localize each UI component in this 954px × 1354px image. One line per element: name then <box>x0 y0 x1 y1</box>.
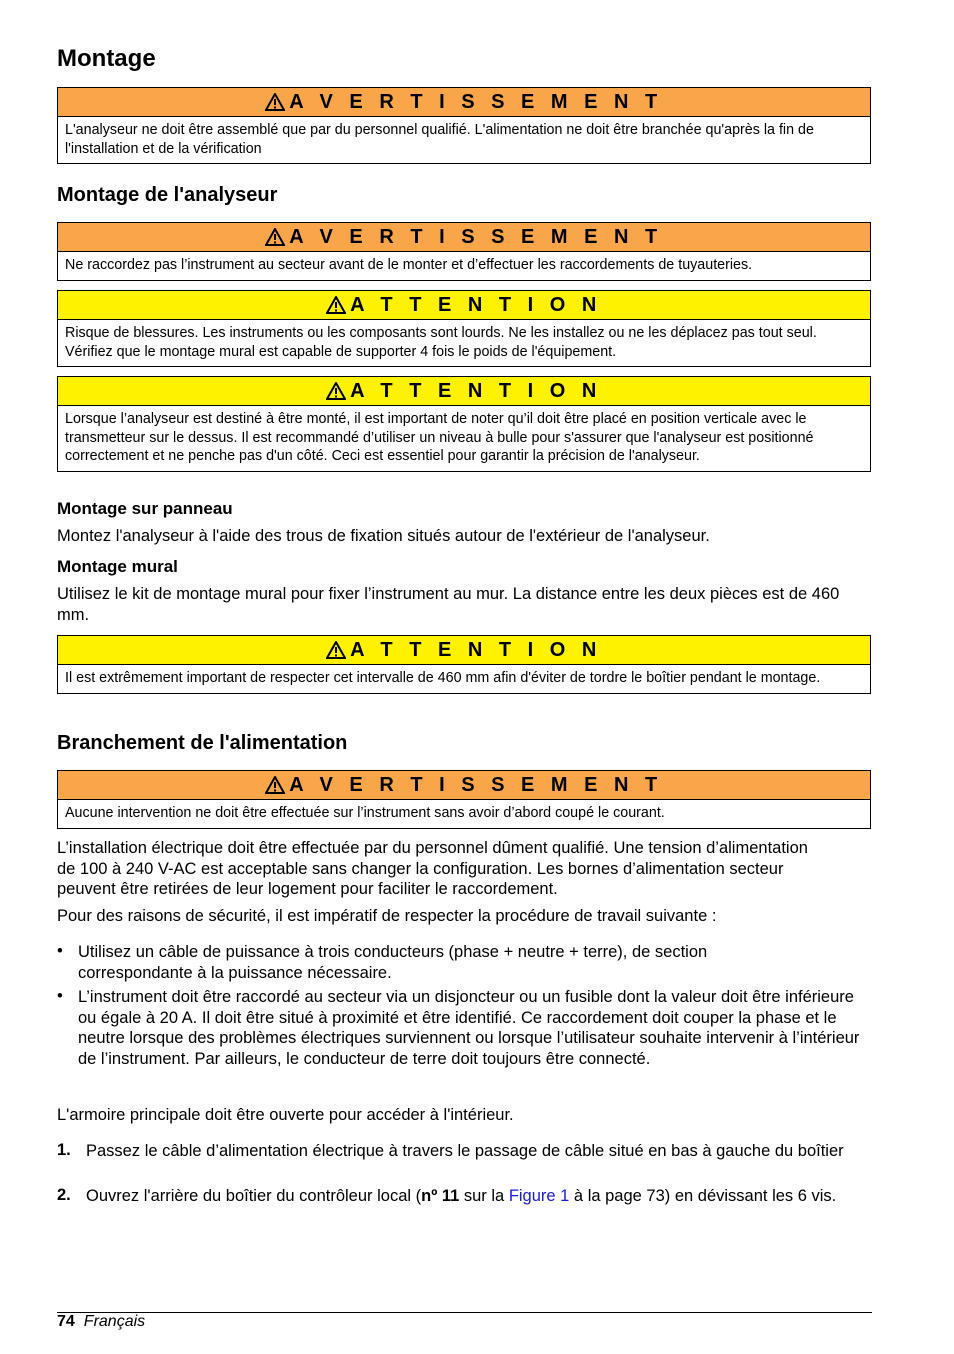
footer-language: Français <box>83 1313 146 1330</box>
caution-header <box>58 636 870 665</box>
warning-triangle-icon <box>265 228 285 246</box>
caution-text: Risque de blessures. Les instruments ou les composants sont lourds. Ne les installez ou ne les déplacez pas tout seul. Vérifiez que le montage mural est capable de supporter 4 fois le poids de l'équipement. <box>65 325 817 360</box>
warning-box <box>57 222 871 281</box>
warning-box <box>57 87 871 164</box>
warning-triangle-icon <box>326 296 346 314</box>
warning-triangle-icon <box>326 382 346 400</box>
list-item: L’instrument doit être raccordé au secteur via un disjoncteur ou un fusible dont la valeur doit être inférieure ou égale à 20 A. Il doit être situé à proximité et être identifié. Ce raccordement doit couper la phase et le neutre lorsque des problèmes électriques surviennent ou lorsque l’utilisateur souhaite intervenir à l’intérieur de l’instrument. Par ailleurs, le conducteur de terre doit toujours être connecté. <box>78 988 860 1068</box>
warning-triangle-icon <box>326 641 346 659</box>
figure-link[interactable]: Figure 1 <box>508 1187 570 1205</box>
warning-text: L'analyseur ne doit être assemblé que par du personnel qualifié. L'alimentation ne doit être branchée qu'après la fin de l'installation et de la vérification <box>65 122 814 157</box>
bullet-marker: • <box>57 987 63 1005</box>
warning-box <box>57 770 871 829</box>
step-text: Passez le câble d’alimentation électrique à travers le passage de câble situé en bas à gauche du boîtier <box>86 1142 844 1160</box>
warning-label: A V E R T I S S E M E N T <box>289 90 663 113</box>
warning-triangle-icon <box>265 776 285 794</box>
caution-text: Il est extrêmement important de respecter cet intervalle de 460 mm afin d'éviter de tordre le boîtier pendant le montage. <box>65 670 821 686</box>
step-number: 2. <box>57 1186 71 1204</box>
caution-header <box>58 377 870 406</box>
footer <box>57 1313 145 1331</box>
bullet-marker: • <box>57 942 63 960</box>
caution-box <box>57 376 871 472</box>
section-heading: Branchement de l'alimentation <box>57 732 348 754</box>
step-text-part: sur la <box>459 1187 509 1205</box>
paragraph: Montez l'analyseur à l'aide des trous de fixation situés autour de l'extérieur de l'analyseur. <box>57 527 710 545</box>
step-text <box>86 1186 872 1207</box>
warning-header <box>58 771 870 800</box>
caution-box <box>57 290 871 367</box>
warning-header <box>58 88 870 117</box>
subsection-heading: Montage sur panneau <box>57 499 233 518</box>
warning-text: Ne raccordez pas l’instrument au secteur avant de le monter et d’effectuer les raccordements de tuyauteries. <box>65 257 753 273</box>
section-heading: Montage de l'analyseur <box>57 184 278 206</box>
paragraph: L'armoire principale doit être ouverte pour accéder à l'intérieur. <box>57 1106 514 1124</box>
paragraph: L’installation électrique doit être effectuée par du personnel dûment qualifié. Une tension d’alimentation de 100 à 240 V-AC est acceptable sans changer la configuration. Les bornes d’alimentation secteur peuvent être retirées de leur logement pour faciliter le raccordement. <box>57 839 808 898</box>
caution-label: A T T E N T I O N <box>350 379 602 402</box>
warning-label: A V E R T I S S E M E N T <box>289 225 663 248</box>
page-number: 74 <box>57 1313 75 1330</box>
paragraph: Utilisez le kit de montage mural pour fixer l’instrument au mur. La distance entre les deux pièces est de 460 mm. <box>57 585 840 624</box>
warning-text: Aucune intervention ne doit être effectuée sur l’instrument sans avoir d’abord coupé le courant. <box>65 805 665 821</box>
step-text-bold: nº 11 <box>421 1187 460 1205</box>
warning-header <box>58 223 870 252</box>
footer-rule <box>57 1312 872 1313</box>
page-title: Montage <box>57 45 156 72</box>
caution-header <box>58 291 870 320</box>
step-text-part: Ouvrez l'arrière du boîtier du contrôleur local ( <box>86 1187 422 1205</box>
step-text-part: à la page 73) en dévissant les 6 vis. <box>569 1187 837 1205</box>
list-item: Utilisez un câble de puissance à trois conducteurs (phase + neutre + terre), de section correspondante à la puissance nécessaire. <box>78 943 708 982</box>
paragraph: Pour des raisons de sécurité, il est impératif de respecter la procédure de travail suivante : <box>57 907 717 925</box>
warning-triangle-icon <box>265 93 285 111</box>
caution-label: A T T E N T I O N <box>350 293 602 316</box>
warning-label: A V E R T I S S E M E N T <box>289 773 663 796</box>
caution-text: Lorsque l’analyseur est destiné à être monté, il est important de noter qu’il doit être placé en position verticale avec le transmetteur sur le dessus. Il est recommandé d’utiliser un niveau à bulle pour s'assurer que l'analyseur est positionné correctement et ne penche pas d'un côté. Ceci est essentiel pour garantir la précision de l'analyseur. <box>65 411 814 464</box>
caution-label: A T T E N T I O N <box>350 638 602 661</box>
subsection-heading: Montage mural <box>57 557 178 576</box>
step-number: 1. <box>57 1141 71 1159</box>
caution-box <box>57 635 871 694</box>
